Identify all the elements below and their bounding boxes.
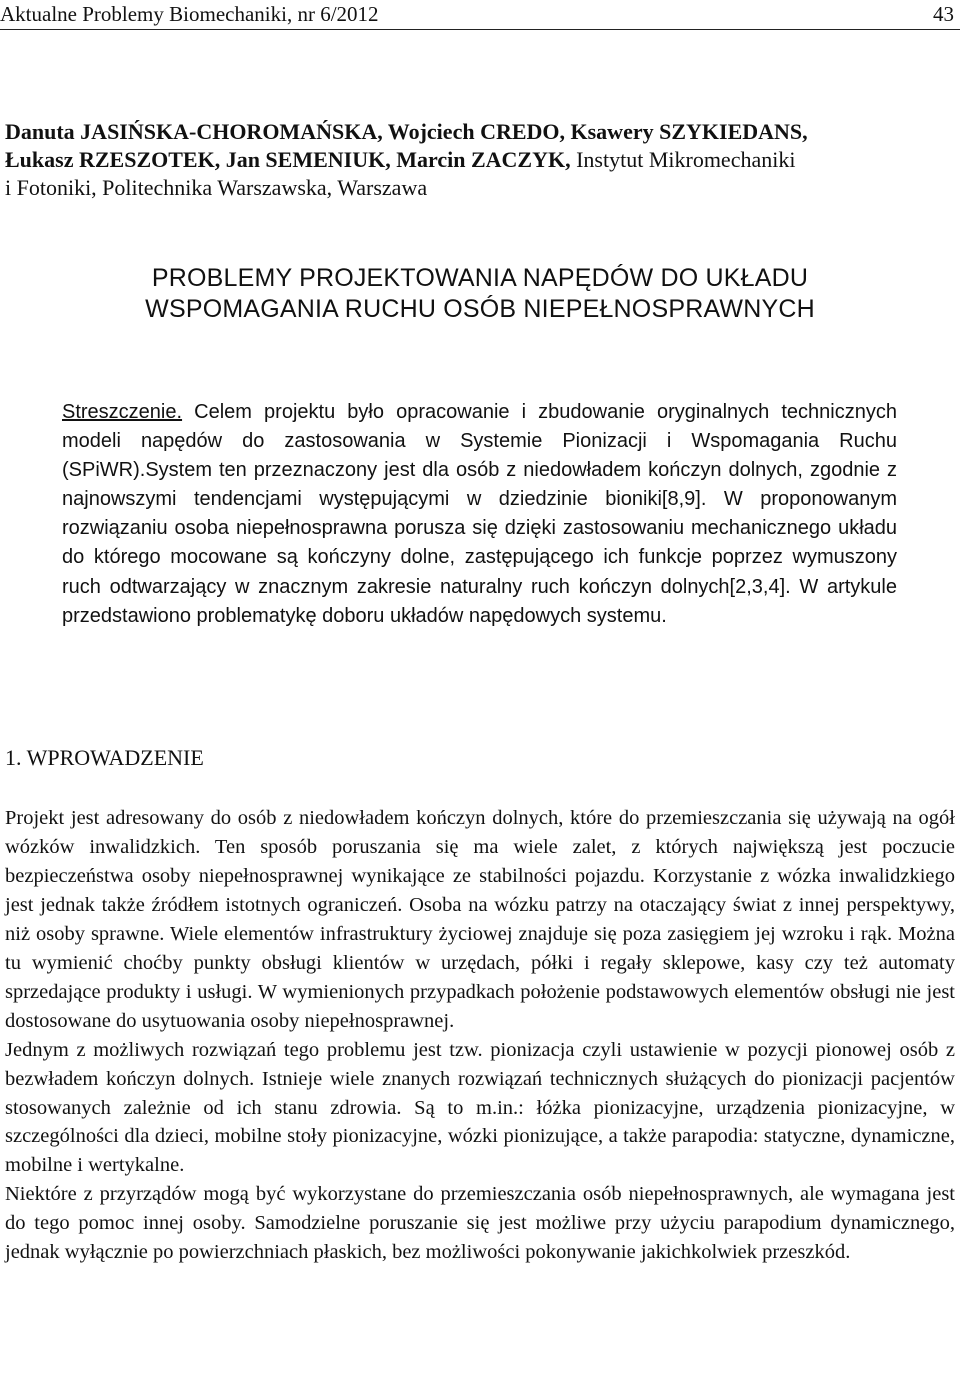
section-body: [5, 804, 955, 1267]
journal-title: Aktualne Problemy Biomechaniki, nr 6/2012: [0, 2, 379, 26]
body-paragraph: Projekt jest adresowany do osób z niedowładem kończyn dolnych, które do przemieszczania się używają na ogół wózków inwalidzkich. Ten sposób poruszania się ma wiele zalet, z których największą jest poczucie bezpieczeństwa osoby niepełnosprawnej wynikające ze stabilności pojazdu. Korzystanie z wózka inwalidzkiego jest jednak także źródłem istotnych ograniczeń. Osoba na wózku patrzy na otaczający świat z innej perspektywy, niż osoby sprawne. Wiele elementów infrastruktury życiowej znajduje się poza zasięgiem jej wzroku i rąk. Można tu wymienić choćby punkty obsługi klientów w urzędach, półki i regały sklepowe, kasy czy też automaty sprzedające produkty i usługi. W wymienionych przypadkach położenie podstawowych elementów obsługi nie jest dostosowane do usytuowania osoby niepełnosprawnej.: [5, 807, 955, 1032]
paper-title: [0, 263, 960, 325]
affiliation-part-1: Instytut Mikromechaniki: [570, 147, 796, 172]
abstract-label: Streszczenie.: [62, 401, 183, 423]
page-number: 43: [933, 2, 954, 26]
abstract-text: Celem projektu było opracowanie i zbudowanie oryginalnych technicznych modeli napędów do zastosowania w Systemie Pionizacji i Wspomagania Ruchu (SPiWR).System ten przeznaczony jest dla osób z niedowładem kończyn dolnych, zgodnie z najnowszymi tendencjami występującymi w dziedzinie bioniki[8,9]. W proponowanym rozwiązaniu osoba niepełnosprawna porusza się dzięki zastosowaniu mechanicznego układu do którego mocowane są kończyny dolne, zastępującego ich funkcje poprzez wymuszony ruch odtwarzający w znacznym zakresie naturalny ruch kończyn dolnych[2,3,4]. W artykule przedstawiono problematykę doboru układów napędowych systemu.: [62, 401, 897, 627]
author-block: [5, 118, 955, 202]
body-paragraph: Jednym z możliwych rozwiązań tego problemu jest tzw. pionizacja czyli ustawienie w pozycji pionowej osób z bezwładem kończyn dolnych. Istnieje wiele znanych rozwiązań technicznych służących do pionizacji pacjentów stosowanych zależnie od ich stanu zdrowia. Są to m.in.: łóżka pionizacyjne, urządzenia pionizacyjne, w szczególności dla dzieci, mobilne stoły pionizacyjne, wózki pionizujące, a także parapodia: statyczne, dynamiczne, mobilne i wertykalne.: [5, 1038, 955, 1177]
affiliation-part-2: i Fotoniki, Politechnika Warszawska, Warszawa: [5, 175, 428, 200]
author-names-line-1: Danuta JASIŃSKA-CHOROMAŃSKA, Wojciech CREDO, Ksawery SZYKIEDANS,: [5, 119, 808, 144]
abstract: [62, 398, 897, 631]
section-heading: 1. WPROWADZENIE: [5, 745, 204, 770]
running-header: [0, 0, 960, 30]
title-line-2: WSPOMAGANIA RUCHU OSÓB NIEPEŁNOSPRAWNYCH: [145, 295, 815, 323]
title-line-1: PROBLEMY PROJEKTOWANIA NAPĘDÓW DO UKŁADU: [151, 264, 809, 292]
body-paragraph: Niektóre z przyrządów mogą być wykorzystane do przemieszczania osób niepełnosprawnych, ale wymagana jest do tego pomoc innej osoby. Samodzielne poruszanie się jest możliwe przy użyciu parapodium dynamicznego, jednak wyłącznie po powierzchniach płaskich, bez możliwości pokonywanie jakichkolwiek przeszkód.: [5, 1183, 955, 1264]
author-names-line-2: Łukasz RZESZOTEK, Jan SEMENIUK, Marcin ZACZYK,: [5, 147, 571, 172]
